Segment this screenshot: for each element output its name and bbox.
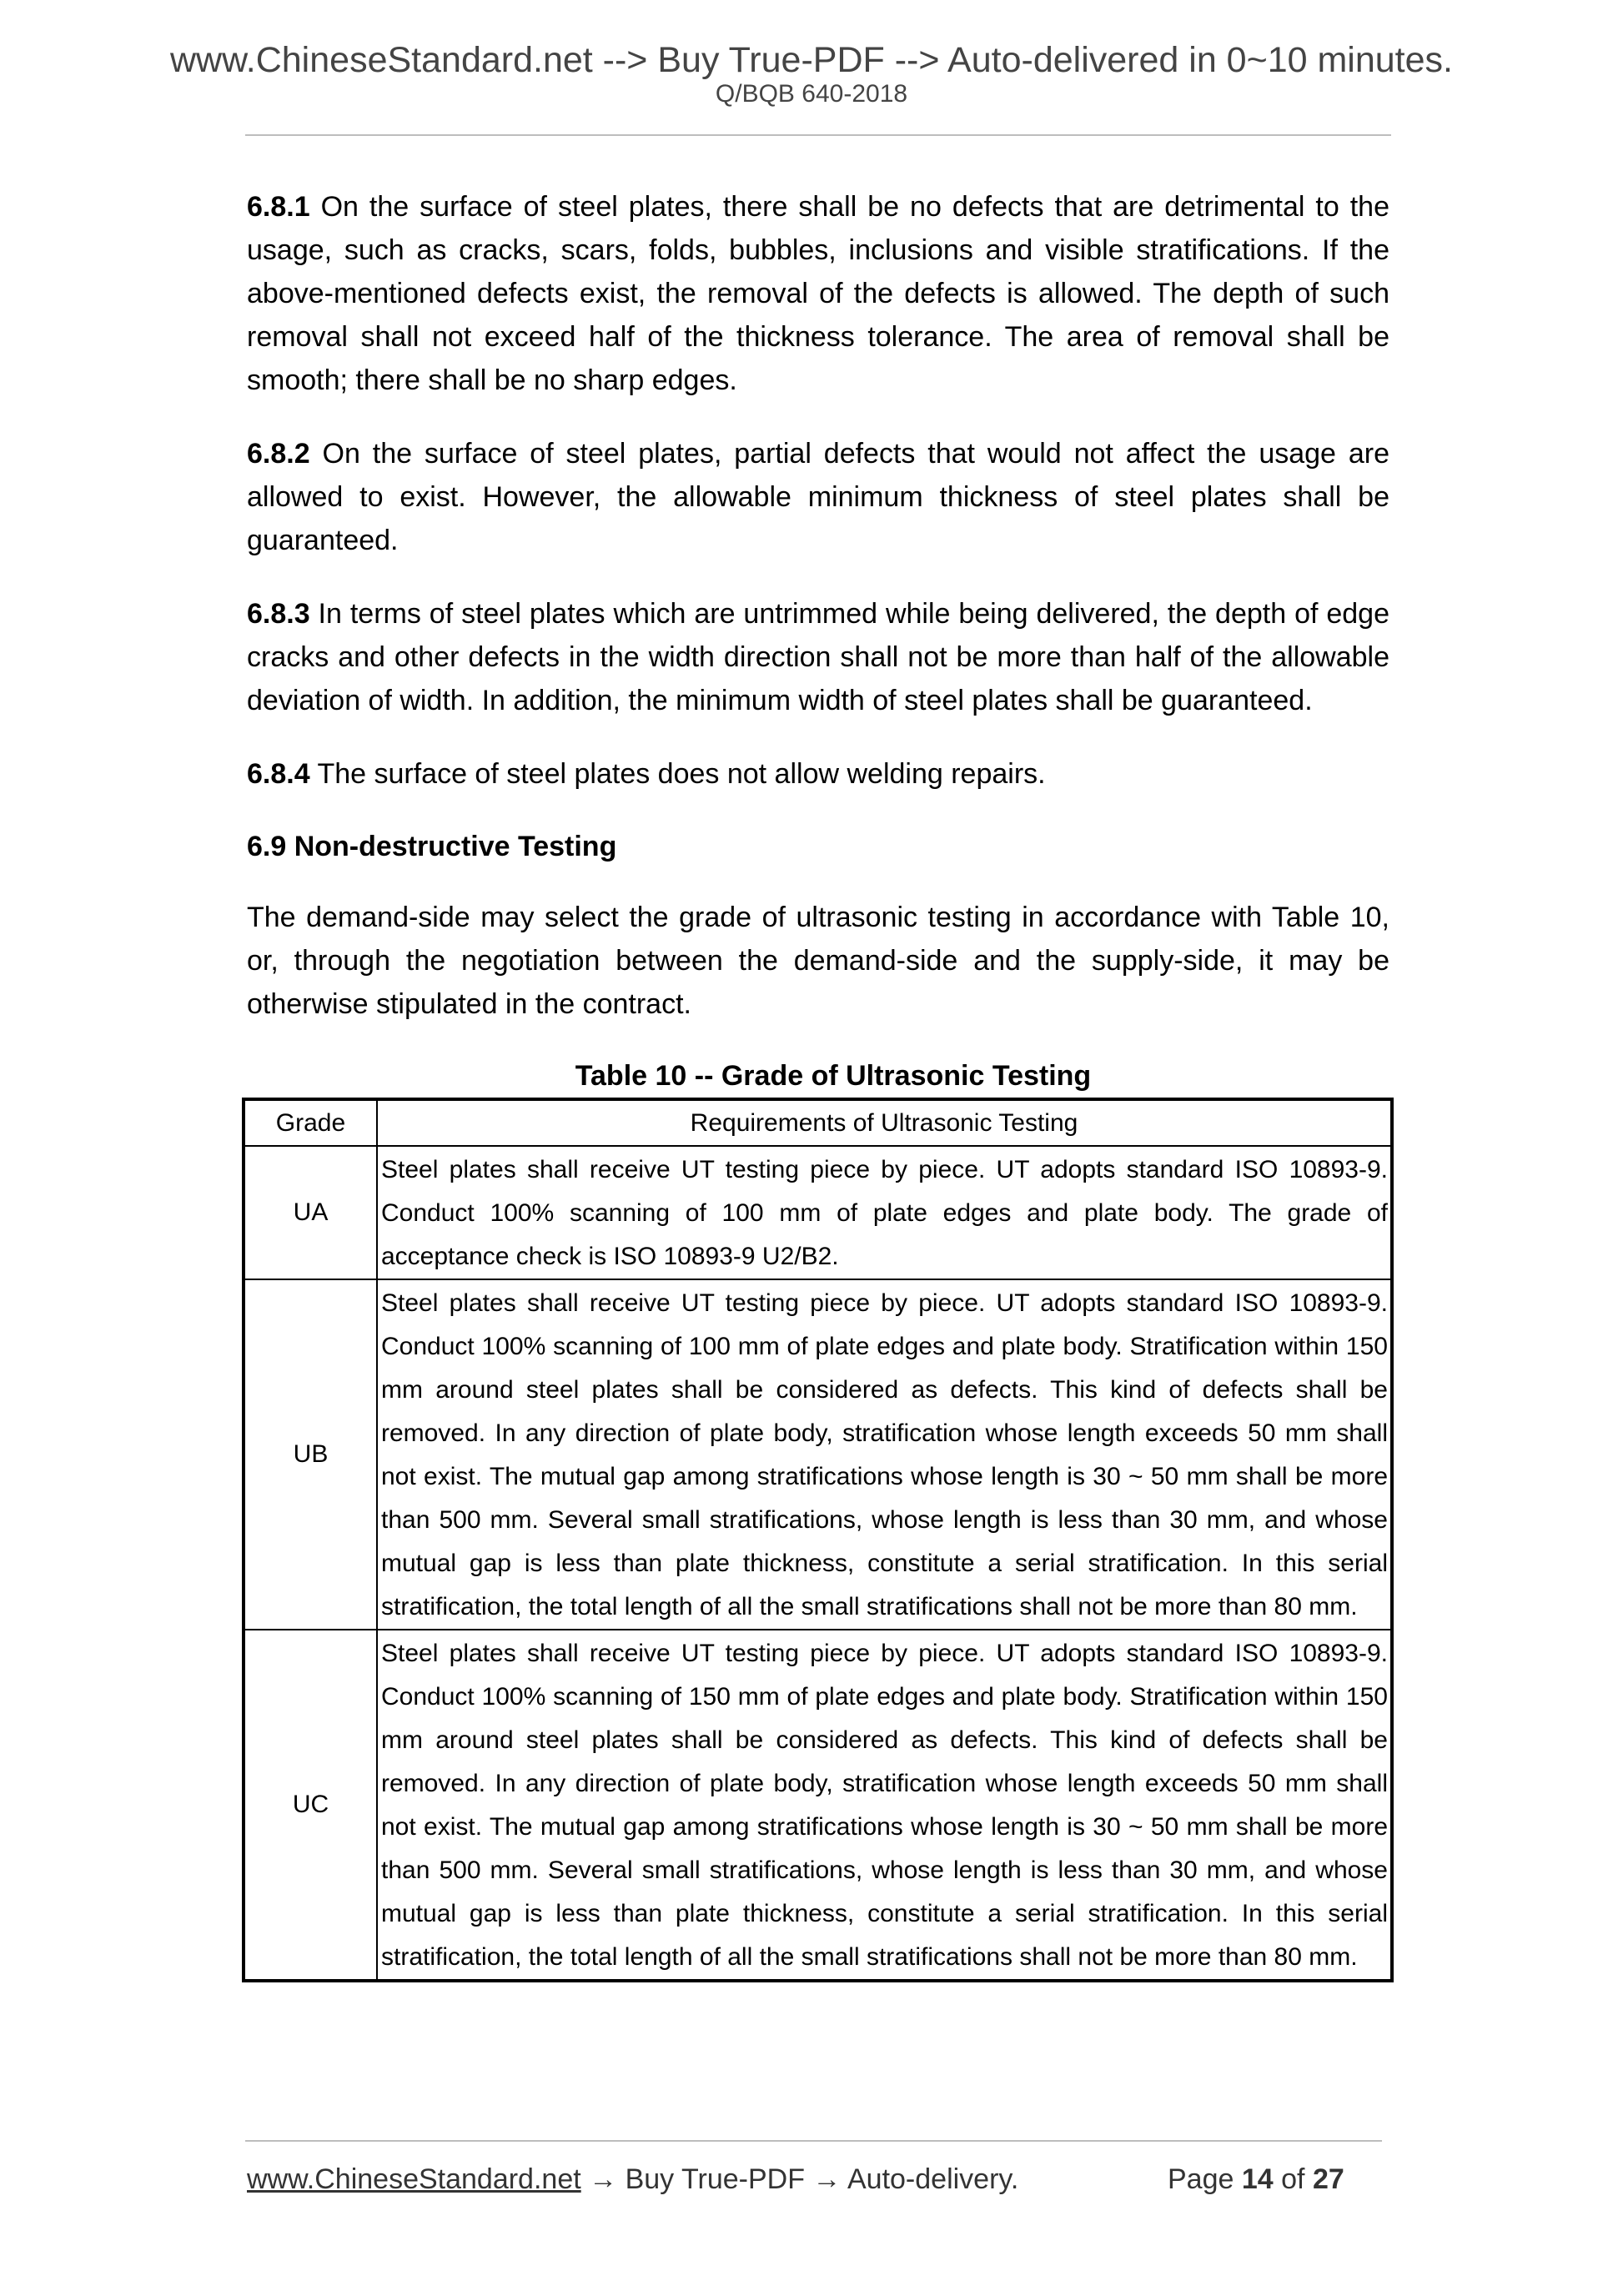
header-grade: Grade [244, 1099, 377, 1146]
grade-cell: UA [244, 1146, 377, 1279]
footer-tagline [247, 2158, 1018, 2200]
clause-text: In terms of steel plates which are untrimmed while being delivered, the depth of edge cracks and other defects in the width direction shall not be more than half of the allowable deviation of width. In addition, the minimum width of steel plates shall be guaranteed. [247, 598, 1389, 716]
requirement-cell: Steel plates shall receive UT testing piece by piece. UT adopts standard ISO 10893-9. Conduct 100% scanning of 100 mm of plate edges and plate body. Stratification within 150 mm around steel plates shall be considered as defects. This kind of defects shall be removed. In any direction of plate body, stratification whose length exceeds 50 mm shall not exist. The mutual gap among stratifications whose length is 30 ~ 50 mm shall be more than 500 mm. Several small stratifications, whose length is less than 30 mm, and whose mutual gap is less than plate thickness, constitute a serial stratification. In this serial stratification, the total length of all the small stratifications shall not be more than 80 mm. [377, 1279, 1392, 1630]
clause-6-8-2 [247, 432, 1389, 562]
page-total: 27 [1312, 2163, 1344, 2195]
document-number: Q/BQB 640-2018 [715, 80, 908, 108]
header-divider [245, 134, 1391, 136]
section-heading-6-9: 6.9 Non-destructive Testing [247, 831, 617, 862]
clause-number: 6.8.4 [247, 758, 310, 790]
site-banner: www.ChineseStandard.net --> Buy True-PDF --> Auto-delivered in 0~10 minutes. [169, 40, 1453, 80]
footer-site-link[interactable]: www.ChineseStandard.net [247, 2163, 581, 2195]
clause-6-8-3 [247, 592, 1389, 722]
table-header-row [244, 1099, 1392, 1146]
table-row [244, 1146, 1392, 1279]
ultrasonic-grade-table [242, 1098, 1394, 1982]
page-label: Page [1168, 2163, 1242, 2195]
requirement-cell: Steel plates shall receive UT testing piece by piece. UT adopts standard ISO 10893-9. Conduct 100% scanning of 100 mm of plate edges and plate body. The grade of acceptance check is ISO 10893-9 U2/B2. [377, 1146, 1392, 1279]
section-6-9-text: The demand-side may select the grade of ultrasonic testing in accordance with Table 10, or, through the negotiation between the demand-side and the supply-side, it may be otherwise stipulated in the contract. [247, 902, 1389, 1020]
table-row [244, 1630, 1392, 1981]
header-requirements: Requirements of Ultrasonic Testing [377, 1099, 1392, 1146]
grade-cell: UC [244, 1630, 377, 1981]
table-row [244, 1279, 1392, 1630]
clause-text: On the surface of steel plates, there shall be no defects that are detrimental to the usage, such as cracks, scars, folds, bubbles, inclusions and visible stratifications. If the above-mentioned defects exist, the removal of the defects is allowed. The depth of such removal shall not exceed half of the thickness tolerance. The area of removal shall be smooth; there shall be no sharp edges. [247, 191, 1389, 396]
page-current: 14 [1241, 2163, 1274, 2195]
clause-number: 6.8.1 [247, 191, 310, 223]
grade-cell: UB [244, 1279, 377, 1630]
clause-text: The surface of steel plates does not allow welding repairs. [309, 758, 1046, 790]
footer-divider [245, 2140, 1382, 2142]
clause-text: On the surface of steel plates, partial defects that would not affect the usage are allowed to exist. However, the allowable minimum thickness of steel plates shall be guaranteed. [247, 438, 1389, 556]
table-title: Table 10 -- Grade of Ultrasonic Testing [575, 1060, 1092, 1092]
clause-number: 6.8.2 [247, 438, 310, 470]
page-of: of [1273, 2163, 1313, 2195]
requirement-cell: Steel plates shall receive UT testing piece by piece. UT adopts standard ISO 10893-9. Conduct 100% scanning of 150 mm of plate edges and plate body. Stratification within 150 mm around steel plates shall be considered as defects. This kind of defects shall be removed. In any direction of plate body, stratification whose length exceeds 50 mm shall not exist. The mutual gap among stratifications whose length is 30 ~ 50 mm shall be more than 500 mm. Several small stratifications, whose length is less than 30 mm, and whose mutual gap is less than plate thickness, constitute a serial stratification. In this serial stratification, the total length of all the small stratifications shall not be more than 80 mm. [377, 1630, 1392, 1981]
clause-6-8-1 [247, 185, 1389, 402]
page-indicator [1168, 2158, 1344, 2200]
clause-6-8-4 [247, 752, 1389, 796]
footer-tagline-text: → Buy True-PDF → Auto-delivery. [580, 2163, 1019, 2195]
clause-number: 6.8.3 [247, 598, 310, 630]
page-content [247, 185, 1389, 1982]
